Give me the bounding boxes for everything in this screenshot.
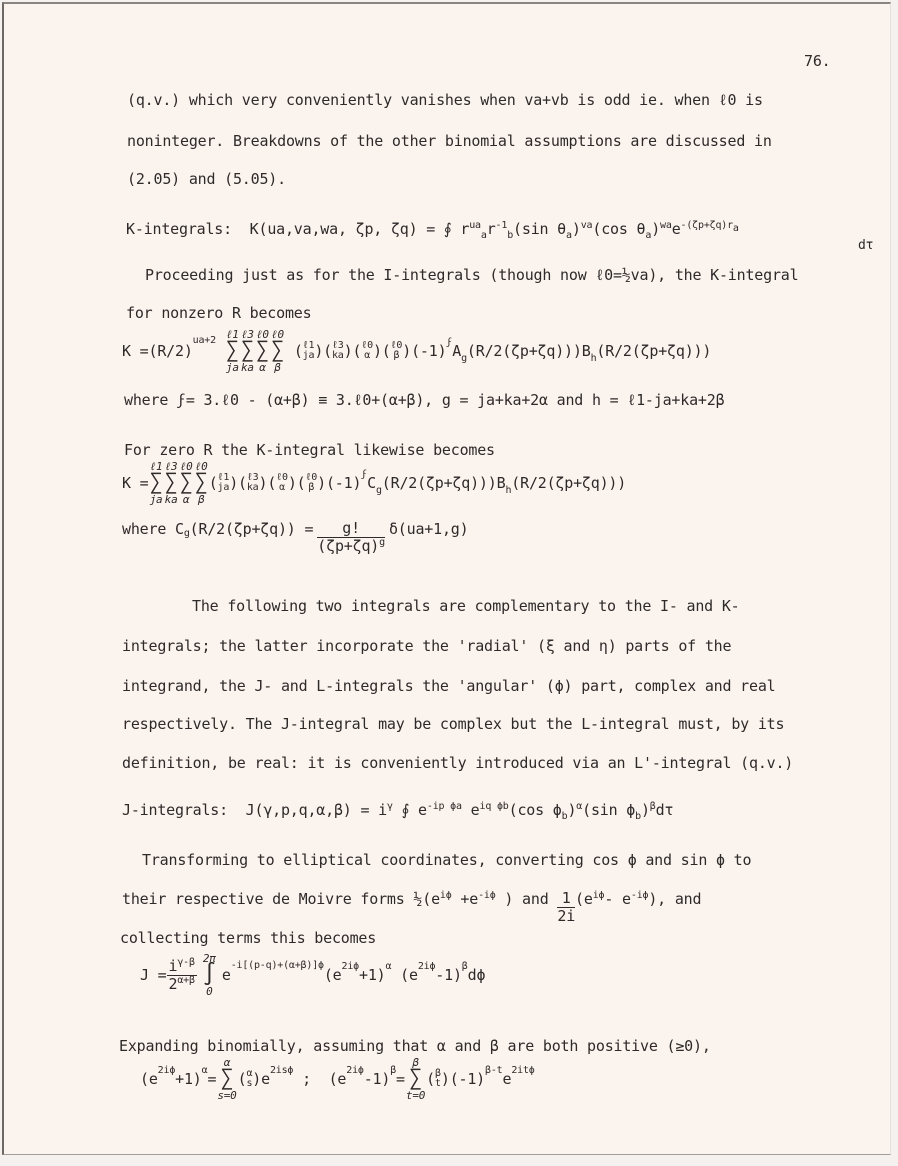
k-zero-sign: (-1): [325, 474, 362, 492]
j-def-i-sup: γ: [386, 801, 393, 812]
k-def-rb-sub: b: [507, 230, 514, 241]
j-def-e1-sup: -ip ϕa: [426, 801, 462, 812]
k-nonzero-formula: K = (R/2) $^{ua+2}$ ℓ1 ∑ ja ℓ3 ∑ ka ℓ0 ∑ α ℓ0 ∑ β ( ℓ1 ja )( ℓ3 ka )( ℓ0 α )( ℓ0 β ) (-1) $^ϝ$ A $_g$ (R/2(ζp+ζq)) ) B $_h$ (R/2(ζp+ζq)) ): [122, 328, 712, 374]
k-def-rb-sup: -1: [495, 220, 508, 231]
j-transform-line-1: Transforming to elliptical coordinates, converting cos ϕ and sin ϕ to: [142, 851, 752, 869]
j-collecting-line: collecting terms this becomes: [120, 929, 377, 947]
j-transform-fraction: $\frac{1}{2i}$: [557, 889, 576, 925]
j-def-e2: e: [461, 801, 480, 819]
k-sign: (-1): [411, 342, 447, 360]
j-integral-definition: J-integrals: $J(\gamma,p,q,\alpha,\beta) = i^\gamma$ ∮ $e^{-ip \phi a}$ $e^{iq \phi b}(\cos$ $\phi_b)^\alpha(\sin$ $\phi_b)^\beta d\tau$: [122, 801, 674, 822]
j-def-cos-sup: α: [576, 801, 583, 812]
k-def-ra-sub: a: [480, 230, 487, 241]
j-def-e2-sup: iq ϕb: [479, 801, 509, 812]
paragraph-2-line-3: integrand, the J- and L-integrals the 'angular' (ϕ) part, complex and real: [122, 677, 776, 695]
binom-alpha-s: α s: [246, 1068, 253, 1089]
sum-ja: ℓ1 ∑ ja: [149, 460, 163, 506]
paragraph-1-line-3: (2.05) and (5.05).: [127, 170, 286, 188]
binom-l3-ka: ℓ3 ka: [331, 340, 344, 361]
k-def-exp-sup: -(ζp+ζq)ra: [680, 220, 739, 234]
j-def-main: J(γ,p,q,α,β) = i: [245, 801, 387, 819]
paragraph-2-line-2: integrals; the latter incorporate the 'radial' (ξ and η) parts of the: [122, 637, 732, 655]
k-zero-b-arg: (R/2(ζp+ζq)): [511, 474, 618, 492]
k-c-arg: (R/2(ζp+ζq)): [381, 474, 488, 492]
c-def-numerator: g!: [317, 520, 385, 538]
k-def-main: K(ua,va,wa, ζp, ζq) = ∮ r: [249, 220, 470, 238]
sum-alpha: ℓ0 ∑ α: [255, 328, 269, 374]
k-nonzero-lhs: K =: [122, 342, 149, 360]
c-def-prefix: where C: [122, 520, 184, 538]
sum-ja: ℓ1 ∑ ja: [225, 328, 239, 374]
paragraph-1-line-2: noninteger. Breakdowns of the other binomial assumptions are discussed in: [127, 132, 772, 150]
k-def-sin-sub: a: [566, 230, 572, 241]
j-integrals-label: J-integrals:: [122, 801, 228, 819]
k-proceeding-line-2: for nonzero R becomes: [126, 304, 312, 322]
expanding-line: Expanding binomially, assuming that α and β are both positive (≥0),: [119, 1037, 711, 1055]
j-formula-fraction: $\frac{i^{\gamma-\beta}}{2^{\alpha+\beta}}$: [168, 957, 195, 993]
k-zero-lhs: K =: [122, 474, 149, 492]
paragraph-2-line-1: The following two integrals are complementary to the I- and K-: [192, 597, 740, 615]
k-zero-b-term: B: [496, 474, 506, 492]
binom-beta-t: β t: [435, 1068, 441, 1089]
j-def-sin-sub: b: [635, 811, 641, 822]
sum-beta: ℓ0 ∑ β: [194, 460, 208, 506]
k-integral-definition: [126, 220, 739, 241]
j-formula: J = $\frac{i^{\gamma-\beta}}{2^{\alpha+\beta}}$ 2π ∫ 0 e $^{-i[(p-q)+(\alpha+\beta)]\phi}$ (e $^{2i\phi}$ +1) $^\alpha$ (e $^{2i\phi}$ -1) $^\beta$ dϕ: [140, 952, 486, 998]
k-a-arg: (R/2(ζp+ζq)): [466, 342, 573, 360]
page-number: 76.: [804, 52, 831, 70]
j-def-body: ∮ e: [392, 801, 427, 819]
k-def-rb: r: [486, 220, 496, 238]
sum-ka: ℓ3 ∑ ka: [240, 328, 254, 374]
sum-alpha: ℓ0 ∑ α: [179, 460, 193, 506]
sum-ka: ℓ3 ∑ ka: [164, 460, 178, 506]
k-def-sin-close: ): [571, 220, 581, 238]
k-c-term: C: [367, 474, 376, 492]
k-def-cos-sub: a: [645, 230, 652, 241]
paragraph-2-line-4: respectively. The J-integral may be complex but the L-integral must, by its: [122, 715, 785, 733]
k-nonzero-prefactor: (R/2): [148, 342, 193, 360]
sum-beta: ℓ0 ∑ β: [270, 328, 284, 374]
j-def-sin-sup: β: [649, 801, 656, 812]
binom-l0-beta: ℓ0 β: [305, 472, 318, 493]
k-proceeding-line-1: Proceeding just as for the I-integrals (though now ℓ0=½va), the K-integral: [145, 266, 799, 284]
j-def-sin: (sin ϕ: [582, 801, 636, 819]
k-integrals-label: K-integrals:: [126, 220, 232, 238]
k-def-exp: e: [671, 220, 681, 238]
binom-l1-ja: ℓ1 ja: [302, 340, 315, 361]
binom-l3-ka: ℓ3 ka: [246, 472, 259, 493]
k-zero-intro: For zero R the K-integral likewise becomes: [124, 441, 495, 459]
k-zero-formula: K = ℓ1 ∑ ja ℓ3 ∑ ka ℓ0 ∑ α ℓ0 ∑ β ( ℓ1 ja )( ℓ3 ka )( ℓ0 α )( ℓ0 β ) (-1) $^ϝ$ C $_g$ (R/2(ζp+ζq)) ) B $_h$ (R/2(ζp+ζq)) ): [122, 460, 627, 506]
k-def-cos: (cos θ: [592, 220, 646, 238]
k-b-arg: (R/2(ζp+ζq)): [596, 342, 703, 360]
j-integral-sign: 2π ∫ 0: [202, 952, 216, 998]
paragraph-1-line-1: (q.v.) which very conveniently vanishes when va+vb is odd ie. when ℓ0 is: [127, 91, 763, 109]
j-transform-line-2: their respective de Moivre forms $\frac{1}{2}(e^{i\phi} +e^{-i\phi}$ ) and $\frac{1}{2i}$ ($e^{i\phi}-$ $e^{-i\phi}$), and: [122, 889, 702, 925]
k-def-sin-sup: va: [580, 220, 593, 231]
j-formula-lhs: J =: [140, 966, 167, 984]
c-def-denominator: $(\zeta p+\zeta q)^g$: [317, 536, 385, 555]
k-a-term: A: [452, 342, 462, 360]
paragraph-2-line-5: definition, be real: it is conveniently introduced via an L'-integral (q.v.): [122, 754, 794, 772]
k-where-line: where ϝ= 3.ℓ0 - (α+β) ≡ 3.ℓ0+(α+β), g = ja+ka+2α and h = ℓ1-ja+ka+2β: [124, 391, 725, 409]
sum-t: β ∑ t=0: [405, 1056, 426, 1102]
k-def-dtau: dτ: [858, 238, 874, 253]
binom-l0-alpha: ℓ0 α: [361, 340, 373, 361]
j-def-cos-sub: b: [561, 811, 568, 822]
binom-l0-beta: ℓ0 β: [390, 340, 403, 361]
c-def-delta: δ(ua+1,g): [388, 520, 469, 538]
binom-l0-alpha: ℓ0 α: [276, 472, 288, 493]
k-def-cos-close: ): [651, 220, 661, 238]
binom-l1-ja: ℓ1 ja: [217, 472, 230, 493]
j-def-cos: (cos ϕ: [508, 801, 562, 819]
k-def-sin: (sin θ: [513, 220, 567, 238]
k-def-cos-sup: wa: [660, 220, 672, 231]
sum-s: α ∑ s=0: [217, 1056, 237, 1102]
k-b-term: B: [581, 342, 591, 360]
k-def-ra-sup: ua: [469, 220, 481, 231]
c-def-arg: (R/2(ζp+ζq)) =: [189, 520, 314, 538]
c-def-fraction: [317, 520, 385, 554]
expansion-formulas: (e $^{2i\phi}$ +1) $^\alpha$ = α ∑ s=0 ( α s ) e $^{2is\phi}$ ; (e $^{2i\phi}$ -1) $^\beta$ = β ∑ t=0 ( β t ) (-1) $^{\beta-t}$ e $^{2it\phi}$: [140, 1056, 535, 1102]
c-definition: where C $_g$ (R/2(ζp+ζq)) = $\frac{g!}{(\zeta p+\zeta q)^g}$ δ(ua+1,g): [122, 519, 469, 555]
j-def-dtau: dτ: [655, 801, 674, 819]
